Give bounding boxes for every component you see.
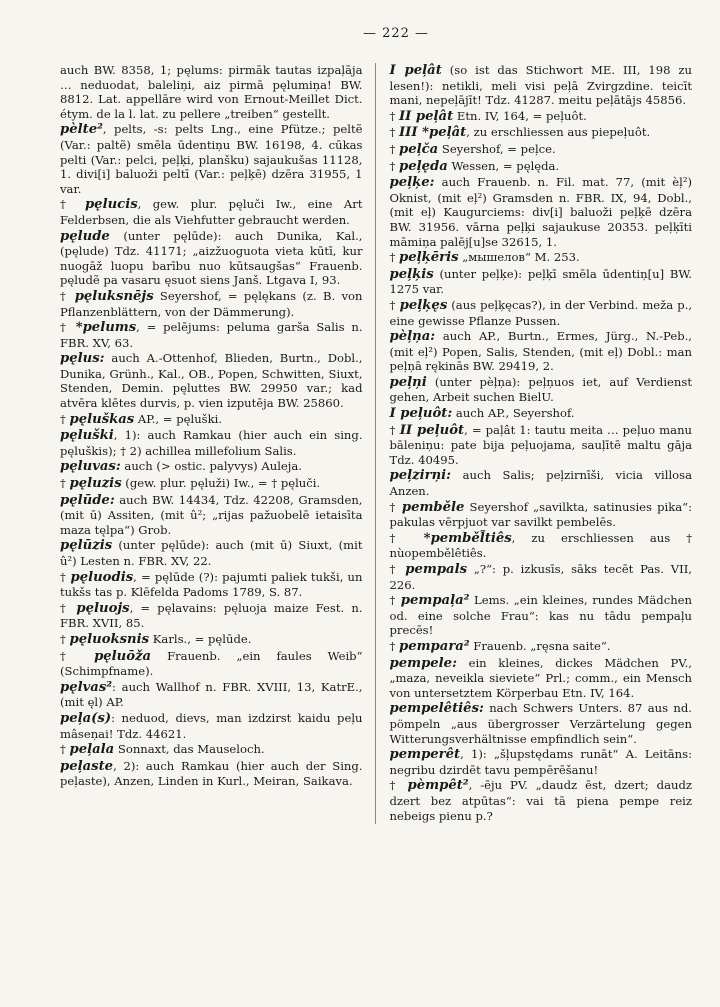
headword: peļča [398,141,439,157]
dictionary-entry: † pęlucis, gew. plur. pęluči Iw., eine Art Felderbsen, die als Viehfutter gebraucht werden. [60,197,363,227]
dictionary-entry: † pęluodis, = pęlūde (?): pajumti paliek tukši, un tukšs tas p. Klēfelda Padoms 1789, S. 87. [60,569,363,600]
dictionary-entry: peļņi (unter pèļņa): peļņuos iet, auf Verdienst gehen, Arbeit suchen BielU. [389,374,692,405]
dictionary-entry: I peļât (so ist das Stichwort ME. III, 198 zu lesen!): netikli, meli visi peļā Zvirgzdine. teicīt mani, nepeļājīt! Tdz. 41287. meitu peļātājs 45856. [389,63,692,108]
headword: pęluzis [69,476,122,492]
page-number: — 222 — [362,26,430,41]
dictionary-entry: † pęluōža Frauenb. „ein faules Weib“ (Schimpfname). [60,648,363,679]
headword: I peļât [389,63,442,78]
headword: pęluški [60,428,114,444]
dictionary-entry: † pęluzis (gew. plur. pęluži) Iw., = † pęluči. [60,476,321,492]
headword: pempara² [398,638,470,654]
headword: pemperêt [389,747,461,763]
headword: peļęda [398,158,448,174]
headword: peļa(s) [60,710,112,726]
headword: pęluodis [70,569,134,585]
dictionary-entry: † *pelums, = pelējums: peluma garša Salis n. FBR. XV, 63. [60,320,363,350]
headword: pęlucis [84,197,138,213]
headword: pęluksnējs [74,288,154,304]
dictionary-entry: † II peļât Etn. IV, 164, = peļuôt. [389,108,587,124]
dictionary-entry: † peļķęs (aus peļķęcas?), in der Verbind. meža p., eine gewisse Pflanze Pussen. [389,297,693,328]
headword: peļaste [60,758,114,774]
dictionary-entry: peļķis (unter peļķe): peļķī smēla ūdentiņ[u] BW. 1275 var. [389,266,692,297]
headword: peļzirņi: [389,468,452,484]
dictionary-entry: † pempara² Frauenb. „ręsna saite“. [389,638,611,654]
dictionary-entry: † pęluoksnis Karls., = pęlūde. [60,631,252,647]
dictionary-entry: pemperêt, 1): „šļupstędams runāt“ A. Leitāns: negribu dzirdēt tavu pempērēšanu! [389,747,692,777]
dictionary-entry: pęlūde: auch BW. 14434, Tdz. 42208, Gramsden, (mit ū) Assiten, (mit û²; „rijas pažuobelē ietaisīta maza tęlpa“) Grob. [60,492,363,537]
dictionary-entry: † *pemběl̃tiês, zu erschliessen aus † nùopembělêtiês. [389,530,692,561]
dictionary-entry: † pęluksnējs Seyershof, = pęlękans (z. B. von Pflanzenblättern, von der Dämmerung). [60,288,363,319]
dictionary-entry: pęlūzis (unter pęlūde): auch (mit ū) Siuxt, (mit û²) Lesten n. FBR. XV, 22. [60,538,363,568]
headword: pempelêtiês: [389,701,484,717]
dictionary-entry: † pemběle Seyershof „savilkta, satinusies pika“: pakulas vērpjuot var savilkt pembelēs. [389,499,692,530]
headword: pęluvas: [60,459,121,475]
headword: pęlūzis [60,538,113,554]
dictionary-entry: † peļęda Wessen, = pęlęda. [389,158,560,174]
headword: pęlvas² [60,679,113,695]
headword: I peļuôt: [389,406,453,422]
headword: pęluškas [69,411,135,427]
headword: *pelums [75,320,137,336]
dictionary-entry: pempele: ein kleines, dickes Mädchen PV., „maza, neveikla sieviete“ Prl.; comm., ein Mensch von untersetztem Körperbau Etn. IV, 164. [389,655,692,700]
headword: pęlus: [60,351,105,367]
headword: pèlte² [60,122,103,138]
dictionary-entry: † pèmpêt², -ēju PV. „daudz ēst, dzert; daudz dzert bez atpūtas“: vai tā piena pempe reiz nebeigs pienu p.? [389,778,692,823]
headword: peļķęs [399,297,448,313]
headword: pèmpêt² [407,778,469,794]
dictionary-entry: † peļala Sonnaxt, das Mauseloch. [60,742,265,758]
dictionary-entry: † II peļuôt, = paļât 1: tautu meita … peļuo manu bāleniņu: pate bija peļuojama, sauļītē maltu gāja Tdz. 40495. [389,422,693,467]
headword: peļķis [389,266,434,282]
dictionary-entry: † peļķēris „мышелов“ M. 253. [389,250,580,266]
dictionary-entry: peļaste, 2): auch Ramkau (hier auch der Sing. peļaste), Anzen, Linden in Kurl., Meiran, Saikava. [60,758,363,789]
dictionary-entry: † pęluškas AP., = pęluški. [60,411,223,427]
dictionary-entry: peļa(s): neduod, dievs, man izdzirst kaidu peļu mâseņai! Tdz. 44621. [60,710,363,741]
dictionary-entry: pempelêtiês: nach Schwers Unters. 87 aus nd. pömpeln „aus übergrosser Verzärtelung gegen Witterungsverhältnisse empfindlich sein“. [389,701,692,746]
headword: pempals [405,562,468,577]
headword: peļķe: [389,175,435,191]
headword: pempele: [389,655,457,671]
headword: pempaļa² [400,593,470,609]
dictionary-entry: pęluvas: auch (> ostic. palyvys) Auleja. [60,459,302,475]
dictionary-entry: † pęluojs, = pęlavains: pęluoja maize Fest. n. FBR. XVII, 85. [60,600,363,631]
headword: pęlūde: [60,492,115,508]
dictionary-entry: I peļuôt: auch AP., Seyershof. [389,406,575,422]
dictionary-entry: † pempaļa² Lems. „ein kleines, rundes Mädchen od. eine solche Frau“: kas nu tādu pempaļu precēs! [389,593,693,638]
dictionary-entry: † peļča Seyershof, = peļce. [389,141,556,157]
dictionary-entry: † III *peļât, zu erschliessen aus piepeļuôt. [389,125,651,141]
headword: pèļņa: [389,329,436,345]
dictionary-entry: peļķe: auch Frauenb. n. Fil. mat. 77, (mit èļ²) Oknist, (mit eļ²) Gramsden n. FBR. IX, 94, Dobl., (mit eļ) Kaugurciems: div[i] baluoži peļķē dzēra BW. 31956. vārna peļķi sajaukuse 20353. peļķīti māmiņa palēj[u]se 32615, 1. [389,175,692,249]
dictionary-entry: pęluški, 1): auch Ramkau (hier auch ein sing. pęluškis); † 2) achillea millefolium Salis. [60,428,363,458]
right-column [376,63,693,824]
headword: pemběle [401,499,465,515]
headword: II peļât [398,108,454,124]
columns [60,63,692,824]
dictionary-entry: † pempals „?“: p. izkusīs, sāks tecēt Pas. VII, 226. [389,562,692,592]
headword: pęlude [60,228,110,244]
headword: peļala [69,742,115,758]
dictionary-entry: pèlte², pelts, -s: pelts Lng., eine Pfütze.; peltẽ (Var.: paltẽ) smēla ūdentiņu BW. 16198, 4. cūkas pelti (Var.: pelci, peļķi, planšku) sajaukušas 11128, 1. divi[i] baluoži peltī (Var.: peļķē) dzēra 31955, 1 var. [60,122,363,196]
headword: pęluōža [94,648,152,664]
headword: pęluoksnis [69,631,150,647]
headword: peļķēris [398,250,459,266]
dictionary-entry: pęlude (unter pęlūde): auch Dunika, Kal., (pęlude) Tdz. 41171; „aizžuoguota vieta kūtī, kur nuogāž luopu barību nuo kūtsaugšas“ Frauenb. pęludẽ pa vasaru ęsuot siens Janš. Ltgava I, 93. [60,228,363,288]
headword: *pemběl̃tiês [423,530,512,546]
headword: II peļuôt [399,422,465,438]
headword: III *peļât [398,125,467,141]
dictionary-entry: auch BW. 8358, 1; pęlums: pirmāk tautas izpaļāja … neduodat, baleliņi, aiz pirmā pęlumiņa! BW. 8812. Lat. appellāre wird von Ernout-Meillet Dict. étym. de la l. lat. zu pellere „treiben“ gestellt. [60,63,363,121]
dictionary-entry: pèļņa: auch AP., Burtn., Ermes, Jürg., N.-Peb., (mit eļ²) Popen, Salis, Stenden, (mit eļ) Dobl.: man peļņā rękinās BW. 29419, 2. [389,329,692,374]
dictionary-entry: pęlvas²: auch Wallhof n. FBR. XVIII, 13, KatrE., (mit ęl) AP. [60,679,363,710]
left-column [60,63,376,824]
headword: peļņi [389,374,427,390]
dictionary-entry: pęlus: auch A.-Ottenhof, Blieden, Burtn., Dobl., Dunika, Grünh., Kal., OB., Popen, Schwitten, Siuxt, Stenden, Demin. pęluttes BW. 29950 var.; kad atvēra klētes durvis, p. vien izputēja BW. 25860. [60,351,363,411]
dictionary-entry: peļzirņi: auch Salis; peļzirnīši, vicia villosa Anzen. [389,468,692,499]
headword: pęluojs [76,600,130,616]
